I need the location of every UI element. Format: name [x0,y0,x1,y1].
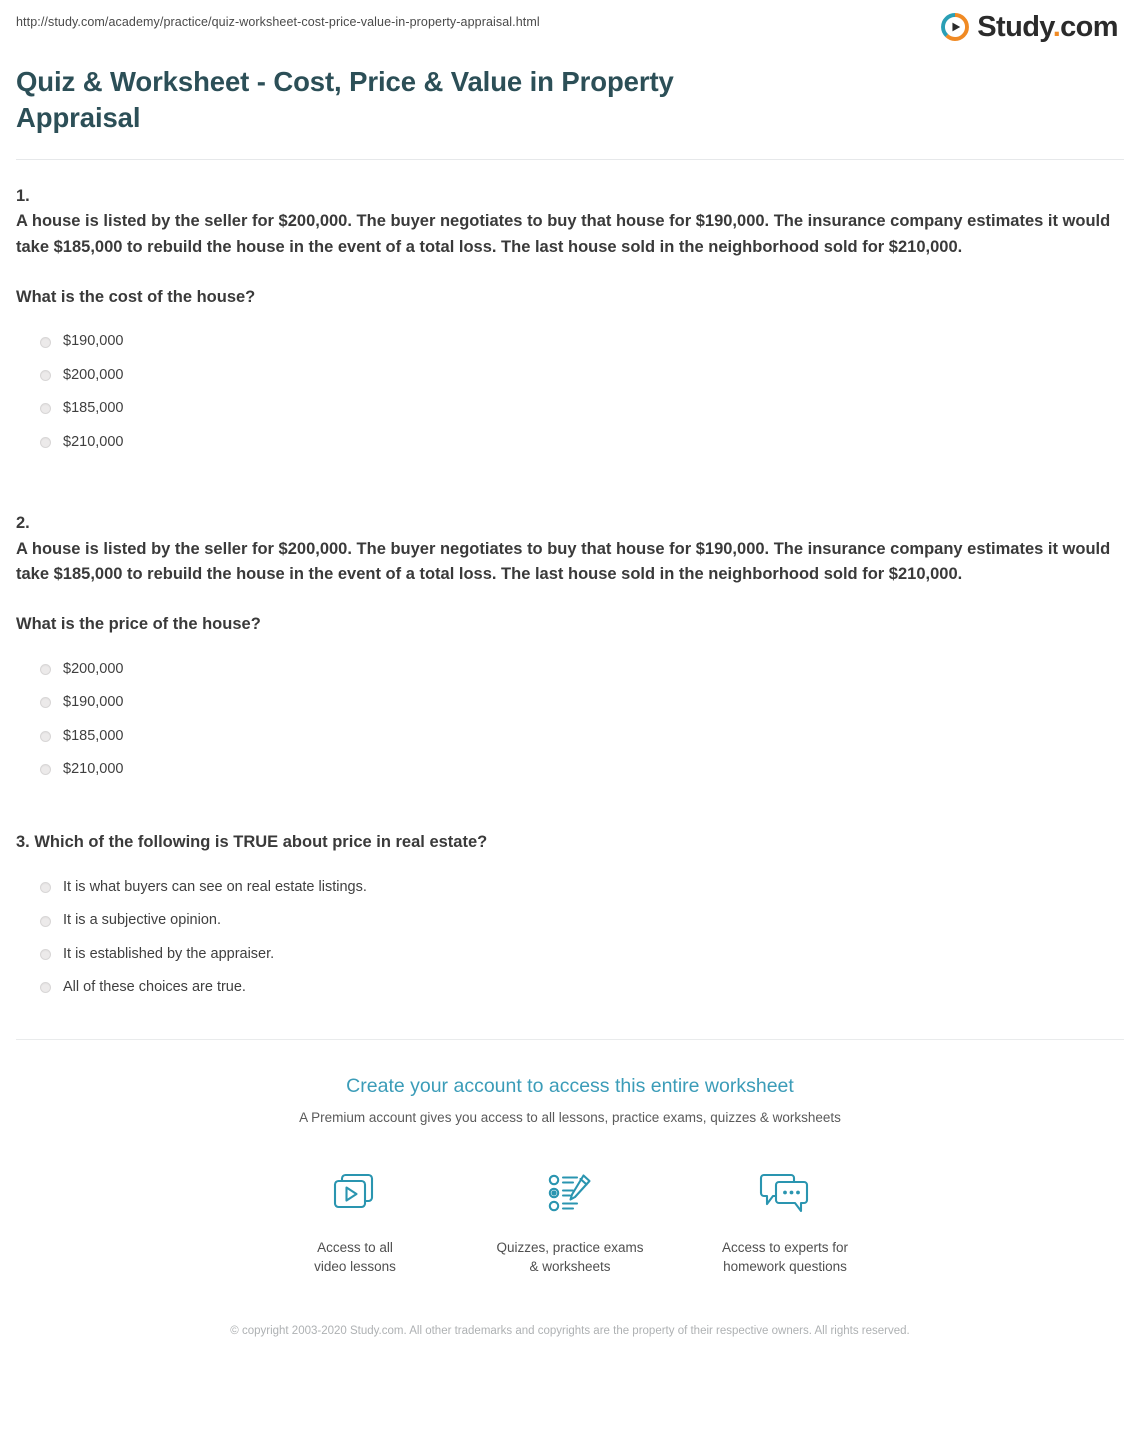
option-label: $190,000 [63,333,124,350]
option-label: It is established by the appraiser. [63,945,275,962]
question-3 [16,830,1124,1004]
option-row[interactable] [16,653,1124,686]
question-2-stem: A house is listed by the seller for $200,000. The buyer negotiates to buy that house for $190,000. The insurance company estimates it would take $185,000 to rebuild the house in the event of a total loss. The last house sold in the neighborhood sold for $210,000. [16,539,1111,584]
option-row[interactable] [16,938,1124,971]
feature-experts [678,1162,893,1277]
feature-caption-line2: homework questions [723,1259,847,1275]
feature-caption [678,1238,893,1277]
create-account-link[interactable]: Create your account to access this entire worksheet [346,1074,794,1097]
logo-word-com: com [1060,10,1118,43]
option-label: All of these choices are true. [63,979,246,996]
radio-button-icon[interactable] [40,337,51,348]
play-circle-icon [940,12,970,42]
page-url: http://study.com/academy/practice/quiz-worksheet-cost-price-value-in-property-appraisal.html [16,15,540,29]
feature-caption-line2: & worksheets [529,1259,611,1275]
option-row[interactable] [16,753,1124,786]
radio-button-icon[interactable] [40,697,51,708]
question-3-options [16,871,1124,1005]
logo-word-study: Study [977,10,1053,43]
option-label: $185,000 [63,727,124,744]
question-spacer [16,816,1124,830]
print-header [16,0,1124,52]
option-row[interactable] [16,720,1124,753]
option-label: $190,000 [63,694,124,711]
feature-quizzes [463,1162,678,1277]
feature-caption-line2: video lessons [314,1259,396,1275]
logo-dot: . [1052,10,1061,43]
radio-button-icon[interactable] [40,916,51,927]
radio-button-icon[interactable] [40,764,51,775]
question-spacer [16,489,1124,511]
feature-caption-line1: Quizzes, practice exams [496,1239,644,1255]
option-row[interactable] [16,904,1124,937]
option-label: $210,000 [63,760,124,777]
option-label: $185,000 [63,400,124,417]
option-label: $200,000 [63,660,124,677]
feature-caption [463,1238,678,1277]
feature-video-lessons [248,1162,463,1277]
option-label: $210,000 [63,433,124,450]
radio-button-icon[interactable] [40,664,51,675]
option-row[interactable] [16,426,1124,459]
question-2-number: 2. [16,513,30,532]
radio-button-icon[interactable] [40,949,51,960]
logo-wordmark [977,10,1118,43]
feature-caption-line1: Access to experts for [721,1239,849,1255]
question-1-options [16,325,1124,459]
question-2-prompt: What is the price of the house? [16,614,261,633]
radio-button-icon[interactable] [40,982,51,993]
page-title: Quiz & Worksheet - Cost, Price & Value in Property Appraisal [16,66,674,134]
video-lessons-icon [248,1162,463,1224]
radio-button-icon[interactable] [40,403,51,414]
premium-features [16,1162,1124,1277]
option-label: $200,000 [63,366,124,383]
option-label: It is what buyers can see on real estate listings. [63,879,367,896]
feature-caption [248,1238,463,1277]
quiz-pencil-icon [463,1162,678,1224]
option-row[interactable] [16,392,1124,425]
radio-button-icon[interactable] [40,437,51,448]
option-row[interactable] [16,871,1124,904]
question-1-number: 1. [16,186,30,205]
question-2 [16,511,1124,786]
study-com-logo[interactable] [940,12,1124,42]
option-row[interactable] [16,686,1124,719]
quiz-body [16,160,1124,1005]
radio-button-icon[interactable] [40,731,51,742]
question-3-prompt: 3. Which of the following is TRUE about price in real estate? [16,833,488,852]
cta-subheadline: A Premium account gives you access to all lessons, practice exams, quizzes & worksheets [299,1109,841,1125]
radio-button-icon[interactable] [40,370,51,381]
copyright-text: © copyright 2003-2020 Study.com. All other trademarks and copyrights are the property of their respective owners. All rights reserved. [230,1324,910,1337]
radio-button-icon[interactable] [40,882,51,893]
question-1-stem: A house is listed by the seller for $200,000. The buyer negotiates to buy that house for $190,000. The insurance company estimates it would take $185,000 to rebuild the house in the event of a total loss. The last house sold in the neighborhood sold for $210,000. [16,212,1111,256]
chat-bubbles-icon [678,1162,893,1224]
question-1-prompt: What is the cost of the house? [16,287,256,306]
premium-cta [16,1040,1124,1341]
option-row[interactable] [16,971,1124,1004]
feature-caption-line1: Access to all [317,1239,393,1255]
question-2-options [16,653,1124,787]
option-row[interactable] [16,359,1124,392]
option-label: It is a subjective opinion. [63,912,221,929]
option-row[interactable] [16,325,1124,358]
question-1 [16,184,1124,459]
